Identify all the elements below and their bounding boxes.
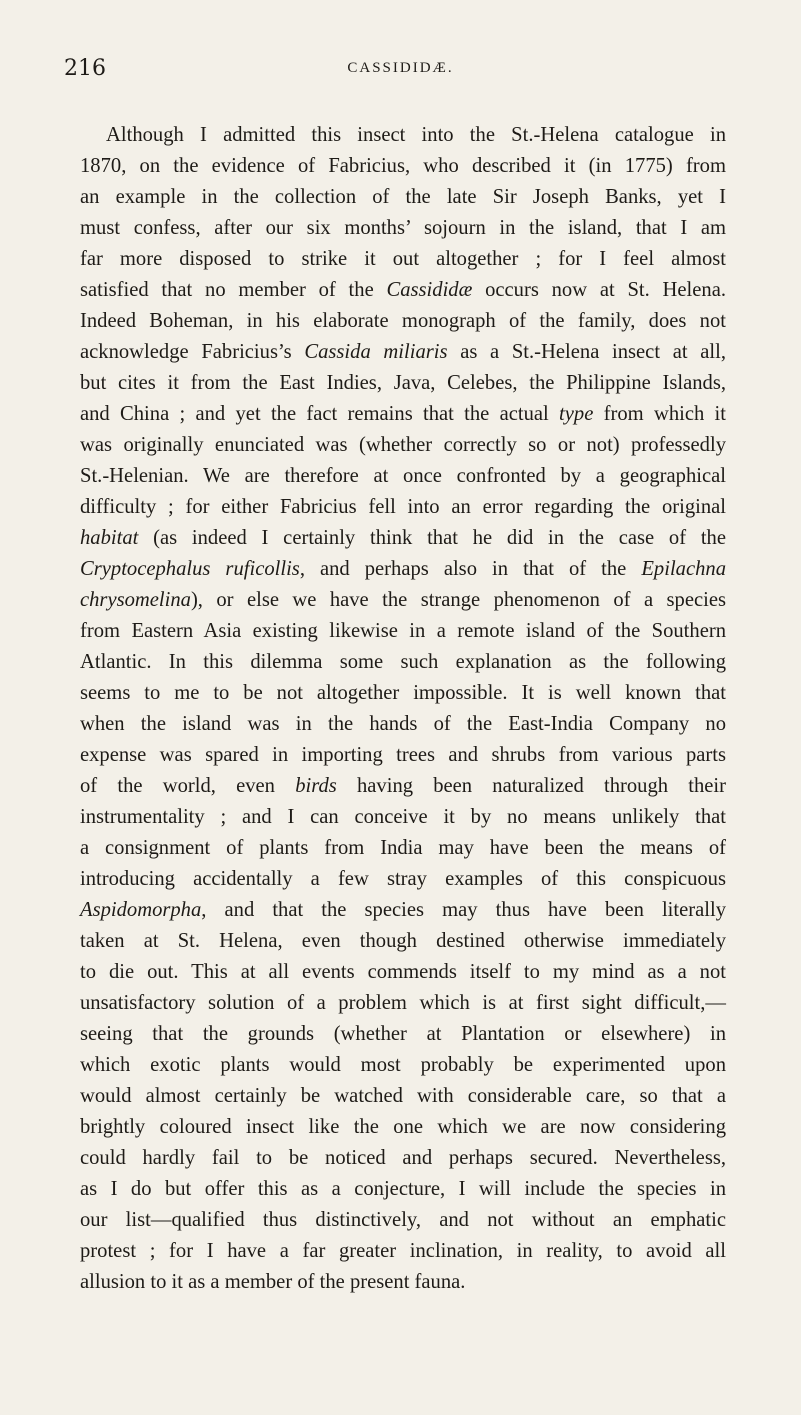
italic-term: chrysomelina: [80, 589, 191, 611]
text-run: a consignment of plants from India may have been the means of: [80, 837, 726, 859]
text-run: which exotic plants would most probably be experimented upon: [80, 1054, 726, 1076]
italic-term: Cassida miliaris: [304, 341, 448, 363]
body-paragraph: [80, 120, 726, 1298]
text-line: [80, 368, 726, 399]
text-line: [80, 1205, 726, 1236]
text-run: St.-Helenian. We are therefore at once confronted by a geographical: [80, 465, 726, 487]
text-line: [80, 213, 726, 244]
text-run: , and that the species may thus have been literally: [201, 899, 726, 921]
text-line: [80, 957, 726, 988]
text-run: when the island was in the hands of the East-India Company no: [80, 713, 726, 735]
text-line: [80, 554, 726, 585]
text-run: as a St.-Helena insect at all,: [447, 341, 726, 363]
text-line: [80, 523, 726, 554]
text-run: difficulty ; for either Fabricius fell into an error regarding the original: [80, 496, 726, 518]
text-line: [80, 895, 726, 926]
text-line: [80, 1019, 726, 1050]
text-run: Although I admitted this insect into the St.-Helena catalogue in: [106, 124, 726, 146]
text-run: unsatisfactory solution of a problem which is at first sight difficult,—: [80, 992, 726, 1014]
text-line: [80, 492, 726, 523]
text-run: could hardly fail to be noticed and perhaps secured. Nevertheless,: [80, 1147, 726, 1169]
text-run: ), or else we have the strange phenomenon of a species: [190, 589, 726, 611]
text-line: [80, 926, 726, 957]
text-line: [80, 678, 726, 709]
italic-term: Epilachna: [641, 558, 726, 580]
text-line: [80, 616, 726, 647]
italic-term: birds: [295, 775, 337, 797]
text-run: protest ; for I have a far greater inclination, in reality, to avoid all: [80, 1240, 726, 1262]
text-run: brightly coloured insect like the one which we are now considering: [80, 1116, 726, 1138]
page-header: [64, 56, 737, 86]
text-run: Atlantic. In this dilemma some such explanation as the following: [80, 651, 726, 673]
text-line: [80, 244, 726, 275]
italic-term: habitat: [80, 527, 139, 549]
italic-term: Aspidomorpha: [80, 899, 202, 921]
text-line: [80, 833, 726, 864]
text-line: [80, 585, 726, 616]
italic-term: type: [559, 403, 594, 425]
text-line: [80, 120, 726, 151]
text-line: [80, 461, 726, 492]
text-line: [80, 1143, 726, 1174]
text-line: [80, 182, 726, 213]
text-line: [80, 1081, 726, 1112]
italic-term: Cryptocephalus ruficollis: [80, 558, 300, 580]
text-run: satisfied that no member of the: [80, 279, 387, 301]
text-run: introducing accidentally a few stray examples of this conspicuous: [80, 868, 726, 890]
text-line: [80, 1174, 726, 1205]
text-line: [80, 1267, 726, 1298]
text-run: Indeed Boheman, in his elaborate monograph of the family, does not: [80, 310, 726, 332]
text-line: [80, 709, 726, 740]
text-line: [80, 275, 726, 306]
text-run: would almost certainly be watched with considerable care, so that a: [80, 1085, 726, 1107]
text-run: taken at St. Helena, even though destined otherwise immediately: [80, 930, 726, 952]
text-line: [80, 740, 726, 771]
text-run: far more disposed to strike it out altogether ; for I feel almost: [80, 248, 726, 270]
text-run: but cites it from the East Indies, Java, Celebes, the Philippine Islands,: [80, 372, 726, 394]
text-line: [80, 771, 726, 802]
text-run: seeing that the grounds (whether at Plantation or elsewhere) in: [80, 1023, 726, 1045]
text-line: [80, 430, 726, 461]
text-run: was originally enunciated was (whether correctly so or not) professedly: [80, 434, 726, 456]
text-run: from Eastern Asia existing likewise in a remote island of the Southern: [80, 620, 726, 642]
text-line: [80, 1236, 726, 1267]
running-head: CASSIDIDÆ.: [347, 60, 454, 76]
text-run: occurs now at St. Helena.: [472, 279, 727, 301]
text-line: [80, 151, 726, 182]
text-line: [80, 802, 726, 833]
text-run: from which it: [593, 403, 727, 425]
text-run: of the world, even: [80, 775, 296, 797]
italic-term: Cassididæ: [386, 279, 473, 301]
text-run: our list—qualified thus distinctively, and not without an emphatic: [80, 1209, 726, 1231]
text-line: [80, 337, 726, 368]
text-line: [80, 306, 726, 337]
text-run: an example in the collection of the late Sir Joseph Banks, yet I: [80, 186, 726, 208]
text-run: instrumentality ; and I can conceive it by no means unlikely that: [80, 806, 726, 828]
text-line: [80, 647, 726, 678]
text-run: to die out. This at all events commends itself to my mind as a not: [80, 961, 726, 983]
text-line: [80, 1112, 726, 1143]
text-run: allusion to it as a member of the present fauna.: [80, 1271, 466, 1293]
text-run: (as indeed I certainly think that he did in the case of the: [138, 527, 726, 549]
text-run: seems to me to be not altogether impossible. It is well known that: [80, 682, 726, 704]
text-line: [80, 864, 726, 895]
text-run: and China ; and yet the fact remains that the actual: [80, 403, 560, 425]
text-run: having been naturalized through their: [336, 775, 726, 797]
text-run: acknowledge Fabricius’s: [80, 341, 305, 363]
text-run: expense was spared in importing trees and shrubs from various parts: [80, 744, 726, 766]
text-run: must confess, after our six months’ sojourn in the island, that I am: [80, 217, 726, 239]
page-number: 216: [64, 56, 106, 81]
text-line: [80, 1050, 726, 1081]
text-run: 1870, on the evidence of Fabricius, who described it (in 1775) from: [80, 155, 726, 177]
text-line: [80, 988, 726, 1019]
text-run: , and perhaps also in that of the: [299, 558, 642, 580]
text-line: [80, 399, 726, 430]
text-run: as I do but offer this as a conjecture, I will include the species in: [80, 1178, 726, 1200]
